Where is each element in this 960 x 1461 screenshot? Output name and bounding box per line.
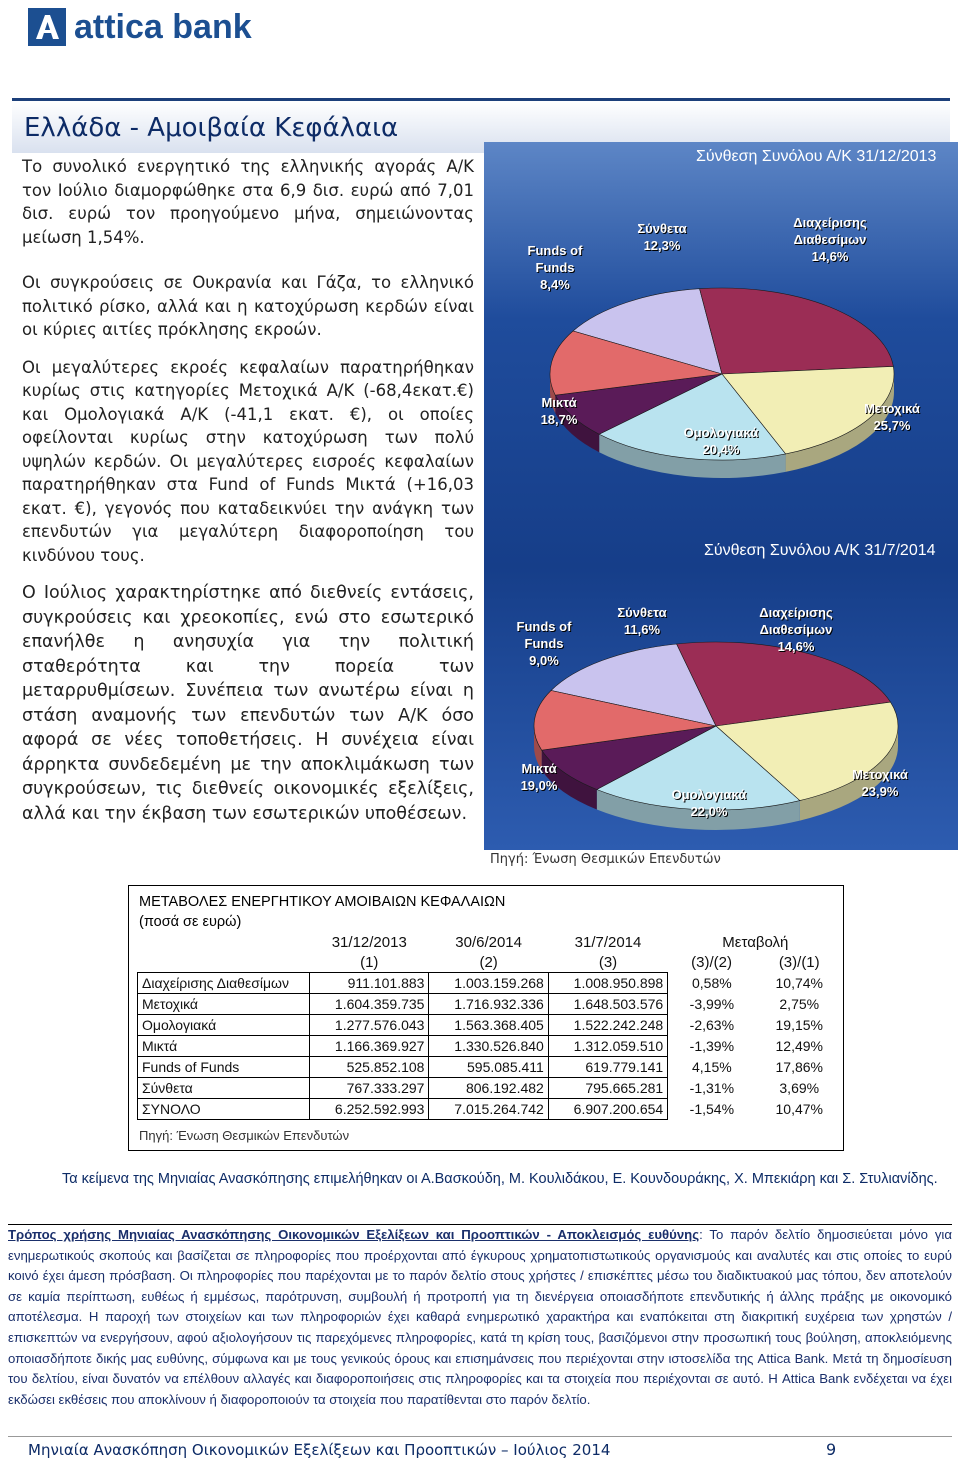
amount-cell: 525.852.108 [310,1057,429,1078]
paragraph-3: Οι μεγαλύτερες εκροές κεφαλαίων παρατηρήθηκαν κυρίως στις κατηγορίες Μετοχικά Α/Κ (-68,4εκατ.€) και Ομολογιακά Α/Κ (-41,1 εκατ. €), οι οποίες οφείλονται κυρίως στην κατοχύρωση των πολύ υψηλών κερδών. Οι μεγαλύτερες εισροές κεφαλαίων παρατηρήθηκαν στα Fund of Funds Μικτά (+16,03 εκατ. €), γεγονός που καταδεικνύει την ανάγκη των επενδυτών για μεγαλύτερη διαφοροποίηση του κινδύνου τους. [22,357,474,565]
change-cell: 3,69% [779,1080,820,1096]
table-row [138,1036,844,1057]
change-cell: -1,31% [689,1080,735,1096]
change-cell: 0,58% [691,975,732,991]
fund-assets-table [137,932,843,1120]
amount-cell: 1.003.159.268 [429,973,548,994]
table-subheader-row [138,952,844,973]
row-label: Funds of Funds [138,1057,310,1078]
amount-cell: 595.085.411 [429,1057,548,1078]
col-header: 31/12/2013 [331,933,407,951]
amount-cell: 795.665.281 [548,1078,667,1099]
table-row [138,1099,844,1120]
paragraph-2: Οι συγκρούσεις σε Ουκρανία και Γάζα, το ελληνικό πολιτικό ρίσκο, αλλά και η κατοχύρωση κερδών είναι οι κύριες αιτίες πρόκλησης εκροών. [22,273,474,339]
table-title [139,892,505,932]
amount-cell: 1.312.059.510 [548,1036,667,1057]
pie2-label-equity: Μετοχικά 23,9% [852,767,908,799]
table-row [138,1015,844,1036]
amount-cell: 1.522.242.248 [548,1015,667,1036]
amount-cell: 1.563.368.405 [429,1015,548,1036]
amount-cell: 1.277.576.043 [310,1015,429,1036]
disclaimer-lead: Τρόπος χρήσης Μηνιαίας Ανασκόπησης Οικονομικών Εξελίξεων και Προοπτικών - Αποκλεισμός ευθύνης [8,1227,700,1242]
amount-cell: 6.252.592.993 [310,1099,429,1120]
pie1-label-mixed: Μικτά 18,7% [540,395,578,427]
change-cell: 4,15% [691,1059,732,1075]
col-header: 30/6/2014 [455,933,522,951]
amount-cell: 1.716.932.336 [429,994,548,1015]
fund-assets-table-box [128,885,844,1151]
chart-1-title: Σύνθεση Συνόλου Α/Κ 31/12/2013 [696,148,937,165]
logo-mark-icon [28,8,66,46]
editors-credits: Τα κείμενα της Μηνιαίας Ανασκόπησης επιμελήθηκαν οι Α.Βασκούδη, Μ. Κουλιδάκου, Ε. Κουνδουράκης, Χ. Μπεκιάρη και Σ. Στυλιανίδης. [62,1171,938,1187]
change-cell: -2,63% [689,1017,735,1033]
chart-2-title: Σύνθεση Συνόλου Α/Κ 31/7/2014 [704,542,936,559]
pie2-label-cash-management: Διαχείρισης Διαθεσίμων 14,6% [759,605,833,654]
paragraph-4: Ο Ιούλιος χαρακτηρίστηκε από διεθνείς εντάσεις, συγκρούσεις και χρεοκοπίες, ενώ στο εσωτερικό επανήλθε η ανησυχία για την πολιτική σταθερότητα και την πορεία των μεταρρυθμίσεων. Συνέπεια των ανωτέρω είναι η στάση αναμονής των επενδυτών των Α/Κ όσο αφορά σε νέες τοποθετήσεις. Η συνέχεια είναι άρρηκτα συνδεδεμένη με την αποκλιμάκωση των συγκρούσεων, τις διεθνείς οικονομικές εξελίξεις, αλλά και την έκβαση των εσωτερικών υποθέσεων. [22,583,474,824]
table-title-line2: (ποσά σε ευρώ) [139,914,242,930]
pie-slice-μετοχικά [700,288,894,374]
amount-cell: 1.648.503.576 [548,994,667,1015]
table-row [138,1078,844,1099]
change-cell: 12,49% [775,1038,823,1054]
table-source: Πηγή: Ένωση Θεσμικών Επενδυτών [139,1128,350,1143]
amount-cell: 767.333.297 [310,1078,429,1099]
page-title: Ελλάδα - Αμοιβαία Κεφάλαια [24,113,399,143]
pie2-label-funds-of-funds: Funds of Funds 9,0% [516,619,572,668]
col-subheader: (1) [360,953,379,971]
amount-cell: 7.015.264.742 [429,1099,548,1120]
amount-cell: 6.907.200.654 [548,1099,667,1120]
amount-cell: 1.166.369.927 [310,1036,429,1057]
change-cell: 2,75% [779,996,820,1012]
pie1-label-cash-management: Διαχείρισης Διαθεσίμων 14,6% [793,215,867,264]
col-subheader: (3)/(2) [691,953,733,971]
pie1-label-funds-of-funds: Funds of Funds 8,4% [527,243,583,292]
page-number: 9 [826,1440,837,1459]
pie2-label-bond: Ομολογιακά 22,0% [671,787,747,819]
col-subheader: (2) [479,953,498,971]
paragraph-1: Το συνολικό ενεργητικό της ελληνικής αγοράς Α/Κ τον Ιούλιο διαμορφώθηκε στα 6,9 δισ. ευρώ από 7,01 δισ. ευρώ τον προηγούμενο μήνα, σημειώνοντας μείωση 1,54%. [22,157,474,247]
table-row [138,973,844,994]
logo-text: attica bank [74,7,252,46]
amount-cell: 1.330.526.840 [429,1036,548,1057]
chart-source: Πηγή: Ένωση Θεσμικών Επενδυτών [490,852,721,867]
table-header-row [138,932,844,952]
disclaimer-body: : Το παρόν δελτίο δημοσιεύεται μόνο για ενημερωτικούς σκοπούς και βασίζεται σε πληροφορίες που προέρχονται από έγκυρους χρηματοπιστωτικούς οργανισμούς και αναλυτές και στις οποίες το ευρύ κοινό έχει άμεση πρόσβαση. Οι πληροφορίες που παρέχονται με το παρόν δελτίο στους χρήστες / επισκέπτες μέσω του διαδικτυακού μας τόπου, δεν αποτελούν σε καμία περίπτωση, ευθέως ή εμμέσως, παρότρυνση, συμβουλή ή προτροπή για τη διενέργεια οποιασδήποτε επενδυτικής ή άλλης πράξης με οικονομικό αποτέλεσμα. Η παροχή των στοιχείων και των πληροφοριών έχει καθαρά ενημερωτικό χαρακτήρα και εναπόκειται στη διακριτική ευχέρεια των χρηστών / επισκεπτών να ενεργήσουν, αφού αξιολογήσουν τις παρεχόμενες πληροφορίες, κατά τη κρίση τους, βασιζόμενοι στην προσωπική τους βούληση, αποκλειόμενης οποιασδήποτε δικής μας ευθύνης, σύμφωνα και με τους γενικούς όρους και επισημάνσεις που περιέχονται στην ιστοσελίδα της Attica Bank. Μετά τη δημοσίευση του δελτίου, είναι δυνατόν να επέλθουν αλλαγές και διαφοροποιήσεις στις πληροφορίες και τα στοιχεία που περιέχονται σε αυτό. Η Attica Bank ενδέχεται να έχει εκδώσει εκθέσεις που αποκλίνουν ή διαφοροποιούν τα στοιχεία που παρατίθενται στο παρόν δελτίο. [8,1227,952,1407]
amount-cell: 619.779.141 [548,1057,667,1078]
pie1-label-bond: Ομολογιακά 20,4% [683,425,759,457]
change-cell: 19,15% [775,1017,823,1033]
row-label: Σύνθετα [138,1078,310,1099]
table-row [138,994,844,1015]
change-cell: 10,47% [775,1101,823,1117]
row-label: Μετοχικά [138,994,310,1015]
pie2-label-synthetic: Σύνθετα 11,6% [617,605,667,637]
footer-text: Μηνιαία Ανασκόπηση Οικονομικών Εξελίξεων και Προοπτικών – Ιούλιος 2014 [28,1441,611,1459]
row-label: Μικτά [138,1036,310,1057]
col-header: 31/7/2014 [574,933,642,951]
disclaimer [8,1224,952,1410]
table-row [138,1057,844,1078]
change-cell: 17,86% [775,1059,823,1075]
amount-cell: 1.008.950.898 [548,973,667,994]
table-title-line1: ΜΕΤΑΒΟΛΕΣ ΕΝΕΡΓΗΤΙΚΟΥ ΑΜΟΙΒΑΙΩΝ ΚΕΦΑΛΑΙΩΝ [139,894,506,910]
col-subheader: (3) [598,953,618,971]
change-cell: -1,39% [689,1038,735,1054]
change-cell: 10,74% [775,975,823,991]
row-label: Ομολογιακά [138,1015,310,1036]
attica-bank-logo [28,6,252,48]
pie-charts-panel [484,142,958,850]
change-cell: -1,54% [689,1101,735,1117]
amount-cell: 1.604.359.735 [310,994,429,1015]
col-subheader: (3)/(1) [778,953,820,971]
footer-divider [8,1436,952,1437]
row-label: Διαχείρισης Διαθεσίμων [138,973,310,994]
pie2-label-mixed: Μικτά 19,0% [520,761,558,793]
row-label: ΣΥΝΟΛΟ [138,1099,310,1120]
amount-cell: 806.192.482 [429,1078,548,1099]
col-header-change: Μεταβολή [722,933,789,951]
change-cell: -3,99% [689,996,735,1012]
pie1-label-equity: Μετοχικά 25,7% [864,401,920,433]
amount-cell: 911.101.883 [310,973,429,994]
article-body [22,155,474,840]
pie1-label-synthetic: Σύνθετα 12,3% [637,221,687,253]
